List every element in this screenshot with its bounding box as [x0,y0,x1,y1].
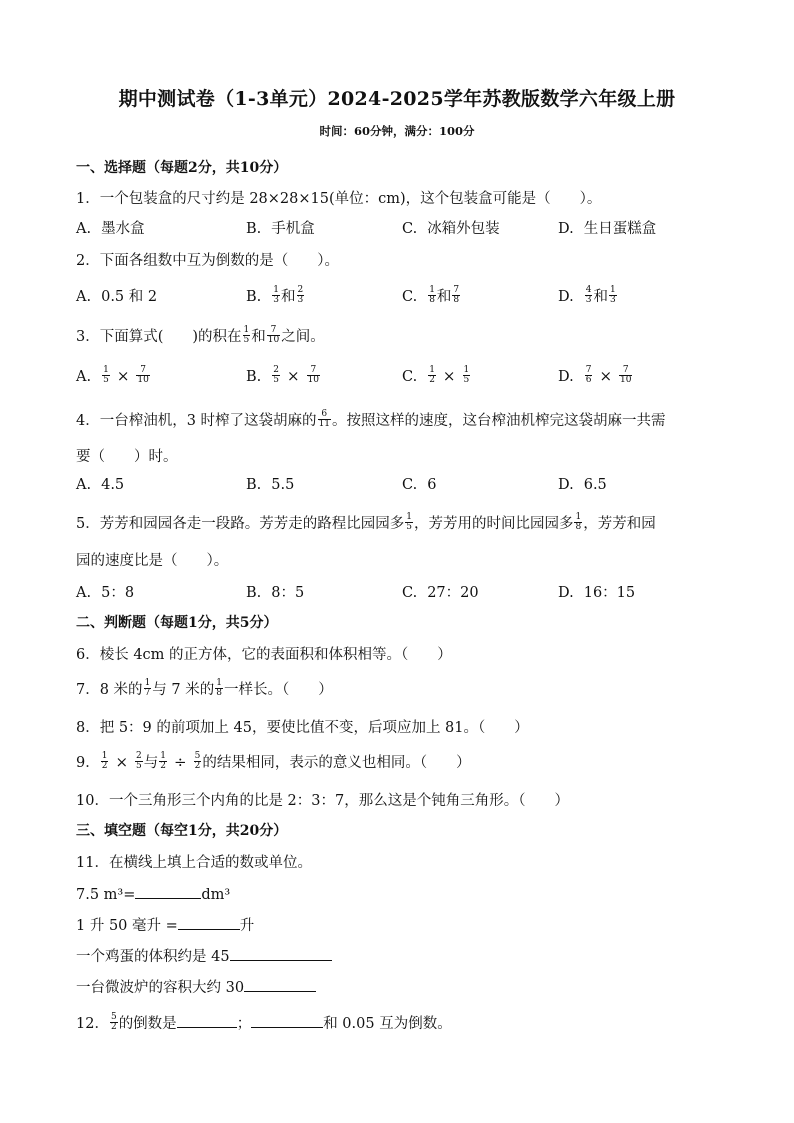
option-d[interactable]: D. 6.5 [558,477,607,493]
fraction: $\frac{1}{5}$ [406,511,412,532]
option-a[interactable]: A. 0.5 和 2 [76,289,158,305]
question-1-options [76,217,736,239]
fraction: $\frac{7}{10}$ [267,324,280,345]
fraction: $\frac{1}{3}$ [273,284,279,305]
fraction: $\frac{1}{5}$ [463,364,470,385]
fraction: $\frac{1}{5}$ [243,324,250,345]
answer-blank[interactable] [244,976,316,992]
option-c[interactable]: C. 冰箱外包装 [402,221,500,237]
answer-blank[interactable] [177,1012,237,1028]
question-12: 12． $\frac{5}{2}$ 的倒数是 ； 和 0.05 互为倒数。 [76,1011,452,1032]
question-11-line-1: 7.5 m³= dm³ [76,883,230,903]
option-b[interactable]: B. 8：5 [246,585,305,601]
option-d[interactable]: D. 生日蛋糕盒 [558,221,657,237]
option-a[interactable]: A. 5：8 [76,585,135,601]
question-2: 2．下面各组数中互为倒数的是（ ）。 [76,253,339,269]
fraction: $\frac{1}{8}$ [575,511,582,532]
fraction: $\frac{1}{2}$ [429,364,435,385]
page-title: 期中测试卷（1-3单元）2024-2025学年苏教版数学六年级上册 [118,88,676,110]
fraction: $\frac{6}{11}$ [318,408,331,429]
question-5: 5．芳芳和园园各走一段路。芳芳走的路程比园园多 $\frac{1}{5}$ ，芳芳用的时间比园园多 $\frac{1}{8}$ ，芳芳和园 [76,511,656,532]
question-5-line-2: 园的速度比是（ ）。 [76,553,229,569]
exam-time-info: 时间：60分钟，满分：100分 [319,124,475,138]
fraction: $\frac{5}{2}$ [110,1011,117,1032]
fraction: $\frac{1}{3}$ [609,284,616,305]
fraction: $\frac{2}{3}$ [297,284,304,305]
question-4-options [76,477,736,499]
question-11-line-2: 1 升 50 毫升 = 升 [76,914,254,935]
answer-blank[interactable] [251,1012,323,1028]
question-11-line-4: 一台微波炉的容积大约 30 [76,976,316,997]
option-a[interactable]: A. 4.5 [76,477,125,493]
option-d[interactable]: D. 16：15 [558,585,636,601]
option-d[interactable]: D. $\frac{4}{3}$ 和 $\frac{1}{3}$ [558,284,616,305]
fraction: $\frac{5}{2}$ [194,750,201,771]
fraction: $\frac{2}{5}$ [136,750,142,771]
question-7: 7．8 米的 $\frac{1}{7}$ 与 7 米的 $\frac{1}{8}$ 一样长。（ ） [76,677,333,698]
question-10: 10．一个三角形三个内角的比是 2：3：7，那么这是个钝角三角形。（ ） [76,793,569,809]
question-4-line-2: 要（ ）时。 [76,449,178,465]
option-b[interactable]: B. $\frac{2}{5}$ × $\frac{7}{10}$ [246,364,320,385]
option-a[interactable]: A. 墨水盒 [76,221,145,237]
question-1: 1．一个包装盒的尺寸约是 28×28×15(单位：cm)，这个包装盒可能是（ ）。 [76,191,602,207]
fraction: $\frac{7}{8}$ [453,284,460,305]
question-11: 11．在横线上填上合适的数或单位。 [76,855,312,871]
fraction: $\frac{2}{5}$ [273,364,279,385]
section-heading-fill: 三、填空题（每空1分，共20分） [76,823,288,839]
question-3: 3．下面算式( )的积在 $\frac{1}{5}$ 和 $\frac{7}{10}$ 之间。 [76,324,325,345]
section-heading-choice: 一、选择题（每题2分，共10分） [76,160,288,176]
option-a[interactable]: A. $\frac{1}{5}$ × $\frac{7}{10}$ [76,364,149,385]
answer-blank[interactable] [178,914,240,930]
fraction: $\frac{4}{3}$ [585,284,592,305]
question-9: 9． $\frac{1}{2}$ × $\frac{2}{5}$ 与 $\frac{1}{2}$ ÷ $\frac{5}{2}$ 的结果相同，表示的意义也相同。（ ） [76,750,471,771]
option-c[interactable]: C. 27：20 [402,585,479,601]
fraction: $\frac{1}{5}$ [103,364,109,385]
option-c[interactable]: C. 6 [402,477,437,493]
fraction: $\frac{7}{6}$ [585,364,592,385]
question-11-line-3: 一个鸡蛋的体积约是 45 [76,945,332,966]
fraction: $\frac{1}{7}$ [144,677,151,698]
answer-blank[interactable] [135,883,201,899]
fraction: $\frac{7}{10}$ [307,364,320,385]
fraction: $\frac{1}{2}$ [101,750,108,771]
question-3-options [76,364,736,389]
section-heading-judge: 二、判断题（每题1分，共5分） [76,615,278,631]
question-8: 8．把 5：9 的前项加上 45，要使比值不变，后项应加上 81。（ ） [76,720,529,736]
fraction: $\frac{7}{10}$ [137,364,149,385]
fraction: $\frac{7}{10}$ [620,364,632,385]
option-c[interactable]: C. $\frac{1}{8}$ 和 $\frac{7}{8}$ [402,284,460,305]
option-d[interactable]: D. $\frac{7}{6}$ × $\frac{7}{10}$ [558,364,632,385]
fraction: $\frac{1}{8}$ [429,284,435,305]
option-b[interactable]: B. 手机盒 [246,221,315,237]
question-2-options [76,285,736,307]
option-b[interactable]: B. $\frac{1}{3}$ 和 $\frac{2}{3}$ [246,284,304,305]
answer-blank[interactable] [230,945,332,961]
option-c[interactable]: C. $\frac{1}{2}$ × $\frac{1}{5}$ [402,364,470,385]
fraction: $\frac{1}{8}$ [216,677,222,698]
question-4: 4．一台榨油机，3 时榨了这袋胡麻的 $\frac{6}{11}$ 。按照这样的速度，这台榨油机榨完这袋胡麻一共需 [76,408,666,429]
question-6: 6．棱长 4cm 的正方体，它的表面积和体积相等。（ ） [76,647,452,663]
question-5-options [76,581,736,603]
fraction: $\frac{1}{2}$ [160,750,167,771]
option-b[interactable]: B. 5.5 [246,477,295,493]
